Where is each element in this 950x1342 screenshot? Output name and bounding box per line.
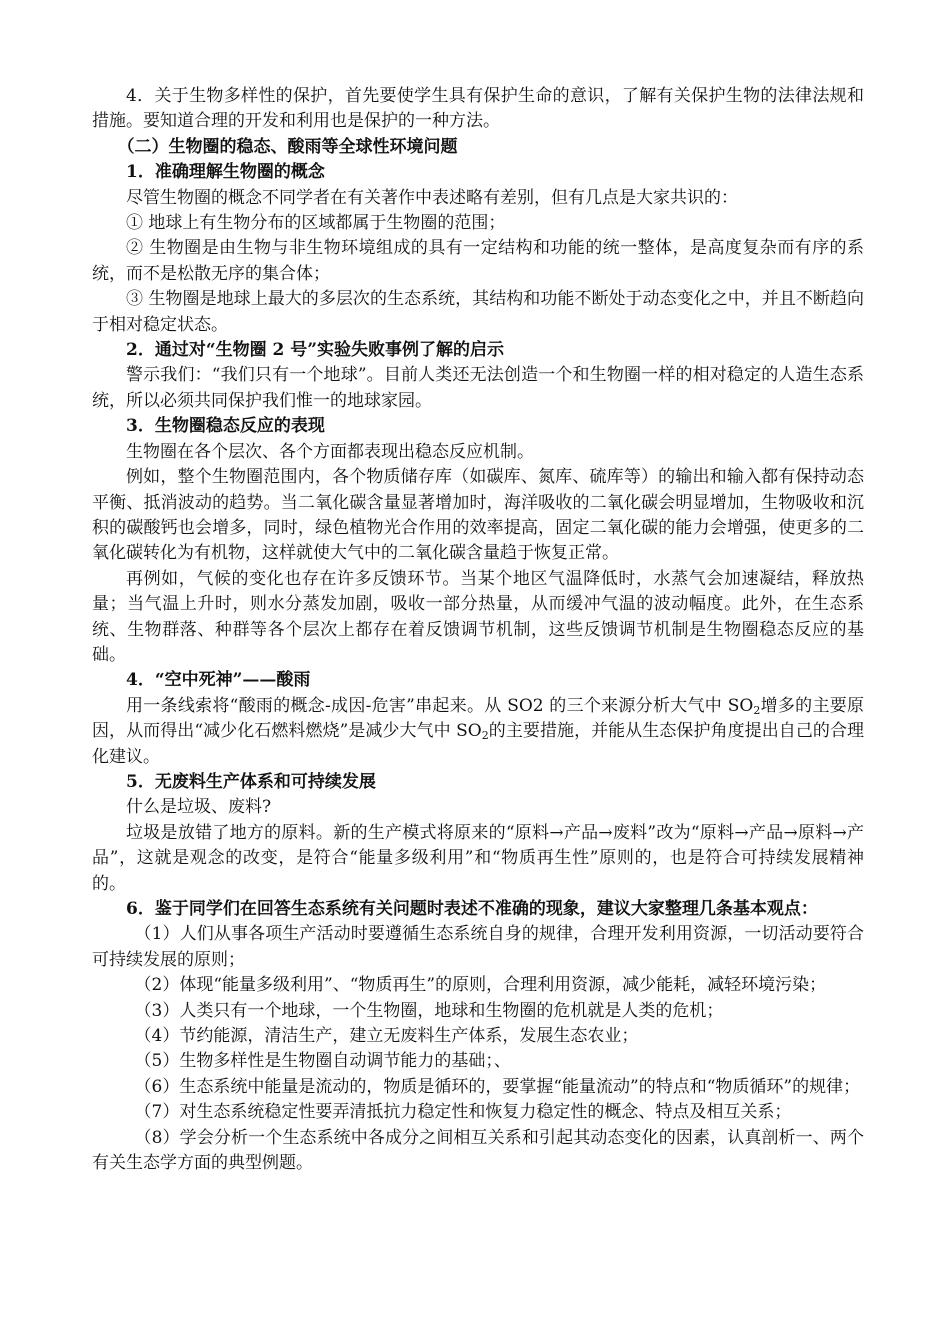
paragraph-acid-rain — [92, 694, 864, 770]
paragraph: 垃圾是放错了地方的原料。新的生产模式将原来的“原料→产品→废料”改为“原料→产品→原料→产品”，这就是观念的改变，是符合“能量多级利用”和“物质再生性”原则的，也是符合可持续发展精神的。 — [92, 822, 864, 894]
subscript: 2 — [753, 703, 761, 717]
viewpoint-item: （7）对生态系统稳定性要弄清抵抗力稳定性和恢复力稳定性的概念、特点及相互关系； — [134, 1102, 792, 1123]
subscript: 2 — [481, 729, 489, 743]
document-page — [92, 84, 864, 1176]
paragraph-biodiversity-protection: 4．关于生物多样性的保护，首先要使学生具有保护生命的意识，了解有关保护生物的法律法规和措施。要知道合理的开发和利用也是保护的一种方法。 — [92, 86, 864, 132]
paragraph: 生物圈在各个层次、各个方面都表现出稳态反应机制。 — [126, 441, 534, 462]
viewpoint-item: （6）生态系统中能量是流动的，物质是循环的，要掌握“能量流动”的特点和“物质循环”的规律； — [134, 1076, 861, 1097]
heading-4: 4．“空中死神”——酸雨 — [126, 670, 311, 691]
list-item: ③ 生物圈是地球上最大的多层次的生态系统，其结构和功能不断处于动态变化之中，并且不断趋向于相对稳定状态。 — [92, 289, 864, 335]
viewpoint-item: （1）人们从事各项生产活动时要遵循生态系统自身的规律，合理开发利用资源，一切活动要符合可持续发展的原则； — [92, 924, 864, 970]
heading-5: 5．无废料生产体系和可持续发展 — [126, 771, 376, 792]
viewpoint-item: （5）生物多样性是生物圈自动调节能力的基础；、 — [134, 1051, 511, 1072]
heading-2: 2．通过对“生物圈 2 号”实验失败事例了解的启示 — [126, 340, 505, 361]
list-item: ② 生物圈是由生物与非生物环境组成的具有一定结构和功能的统一整体，是高度复杂而有序的系统，而不是松散无序的集合体； — [92, 238, 864, 284]
paragraph: 什么是垃圾、废料? — [126, 797, 272, 818]
heading-3: 3．生物圈稳态反应的表现 — [126, 416, 325, 437]
paragraph: 例如，整个生物圈范围内，各个物质储存库（如碳库、氮库、硫库等）的输出和输入都有保持动态平衡、抵消波动的趋势。当二氧化碳含量显著增加时，海洋吸收的二氧化碳会明显增加，生物吸收和沉积的碳酸钙也会增多，同时，绿色植物光合作用的效率提高，固定二氧化碳的能力会增强，使更多的二氧化碳转化为有机物，这样就使大气中的二氧化碳含量趋于恢复正常。 — [92, 467, 864, 564]
paragraph: 警示我们：“我们只有一个地球”。目前人类还无法创造一个和生物圈一样的相对稳定的人造生态系统，所以必须共同保护我们惟一的地球家园。 — [92, 365, 864, 411]
text-run: 增多的主要原因，从而得出“减少化石燃料燃烧”是减少大气中 SO — [92, 695, 865, 742]
viewpoint-item: （3）人类只有一个地球，一个生物圈，地球和生物圈的危机就是人类的危机； — [134, 1000, 724, 1021]
section-title-biosphere: （二）生物圈的稳态、酸雨等全球性环境问题 — [117, 136, 458, 157]
viewpoint-item: （2）体现“能量多级利用”、“物质再生”的原则，合理利用资源，减少能耗，减轻环境污染； — [134, 975, 827, 996]
viewpoint-item: （8）学会分析一个生态系统中各成分之间相互关系和引起其动态变化的因素，认真剖析一、两个有关生态学方面的典型例题。 — [92, 1127, 864, 1174]
viewpoint-item: （4）节约能源，清洁生产，建立无废料生产体系，发展生态农业； — [134, 1026, 639, 1047]
heading-6: 6．鉴于同学们在回答生态系统有关问题时表述不准确的现象，建议大家整理几条基本观点： — [126, 899, 818, 919]
text-run: 用一条线索将“酸雨的概念-成因-危害”串起来。从 SO2 的三个来源分析大气中 SO — [126, 695, 754, 716]
paragraph: 再例如，气候的变化也存在许多反馈环节。当某个地区气温降低时，水蒸气会加速凝结，释放热量；当气温上升时，则水分蒸发加剧，吸收一部分热量，从而缓冲气温的波动幅度。此外，在生态系统、生物群落、种群等各个层次上都存在着反馈调节机制，这些反馈调节机制是生物圈稳态反应的基础。 — [92, 568, 864, 665]
list-item: ① 地球上有生物分布的区域都属于生物圈的范围； — [126, 213, 506, 234]
paragraph: 尽管生物圈的概念不同学者在有关著作中表述略有差别，但有几点是大家共识的： — [126, 187, 738, 208]
text-run: 的主要措施，并能从生态保护角度提出自己的合理化建议。 — [92, 721, 865, 767]
heading-1: 1．准确理解生物圈的概念 — [126, 162, 325, 183]
